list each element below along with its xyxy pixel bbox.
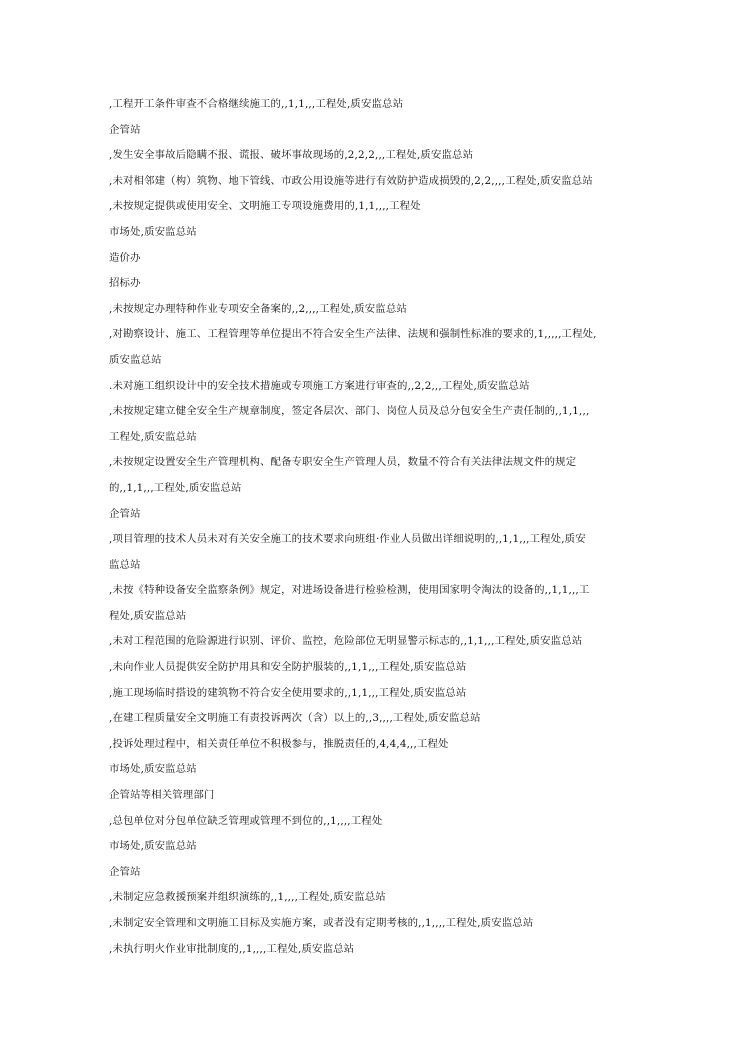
text-line: ,在建工程质量安全文明施工有责投诉两次（含）以上的,,3,,,,工程处,质安监总站	[109, 712, 481, 725]
text-line: ,工程开工条件审查不合格继续施工的,,1,1,,,工程处,质安监总站	[109, 98, 404, 110]
text-line: 企管站	[109, 507, 141, 520]
text-line: ,项目管理的技术人员未对有关安全施工的技术要求向班组·作业人员做出详细说明的,,1,1,,,工程处,质安	[109, 533, 586, 546]
text-line: ,未制定应急救援预案并组织演练的,,1,,,,工程处,质安监总站	[109, 891, 386, 904]
text-line: 工程处,质安监总站	[109, 430, 197, 443]
text-line: ,总包单位对分包单位缺乏管理或管理不到位的,,1,,,,工程处	[109, 814, 383, 827]
text-line: 质安监总站	[109, 353, 162, 366]
text-line: ,对勘察设计、施工、工程管理等单位提出不符合安全生产法律、法规和强制性标准的要求的,1,,,,,工程处,	[109, 328, 597, 341]
text-line: ,未制定安全管理和文明施工目标及实施方案，或者没有定期考核的,,1,,,,工程处,质安监总站	[109, 917, 534, 929]
text-line: ,发生安全事故后隐瞒不报、谎报、破坏事故现场的,2,2,2,,,工程处,质安监总站	[109, 149, 474, 162]
text-line: 监总站	[109, 558, 141, 571]
text-line: ,未按规定设置安全生产管理机构、配备专职安全生产管理人员，数量不符合有关法律法规文件的规定	[109, 456, 577, 469]
text-line: 程处,质安监总站	[109, 609, 187, 622]
text-line: 招标办	[109, 277, 141, 290]
text-line: 市场处,质安监总站	[109, 763, 197, 776]
text-line: ,未对相邻建（构）筑物、地下管线、市政公用设施等进行有效防护造成损毁的,2,2,,,,工程处,质安监总站	[109, 174, 593, 187]
text-line: 市场处,质安监总站	[109, 225, 197, 238]
document-body	[109, 92, 633, 962]
text-line: ,未按规定办理特种作业专项安全备案的,,2,,,,工程处,质安监总站	[109, 302, 407, 315]
text-line: ,未按规定提供或使用安全、文明施工专项设施费用的,1,1,,,,工程处	[109, 200, 421, 213]
text-line: 市场处,质安监总站	[109, 840, 197, 853]
text-line: 企管站	[109, 123, 141, 136]
text-line: ,投诉处理过程中，相关责任单位不积极参与，推脱责任的,4,4,4,,,工程处	[109, 737, 449, 750]
text-line: 的,,1,1,,,工程处,质安监总站	[109, 481, 242, 494]
text-line: ,未按《特种设备安全监察条例》规定，对进场设备进行检验检测，使用国家明令淘汰的设备的,,1,1,,,工	[109, 584, 590, 597]
text-line: ,施工现场临时搭设的建筑物不符合安全使用要求的,,1,1,,,工程处,质安监总站	[109, 686, 467, 699]
text-line: 企管站等相关管理部门	[109, 789, 215, 802]
text-line: ,未按规定建立健全安全生产规章制度，签定各层次、部门、岗位人员及总分包安全生产责任制的,,1,1,,,	[109, 405, 590, 418]
text-line: .未对施工组织设计中的安全技术措施或专项施工方案进行审查的,,2,2,,,工程处,质安监总站	[109, 379, 530, 392]
text-line: ,未执行明火作业审批制度的,,1,,,,工程处,质安监总站	[109, 942, 355, 955]
text-line: 企管站	[109, 865, 141, 878]
text-line: 造价办	[109, 251, 141, 264]
text-line: ,未向作业人员提供安全防护用具和安全防护服装的,,1,1,,,工程处,质安监总站	[109, 661, 467, 674]
text-line: ,未对工程范围的危险源进行识别、评价、监控，危险部位无明显警示标志的,,1,1,,,工程处,质安监总站	[109, 635, 583, 648]
